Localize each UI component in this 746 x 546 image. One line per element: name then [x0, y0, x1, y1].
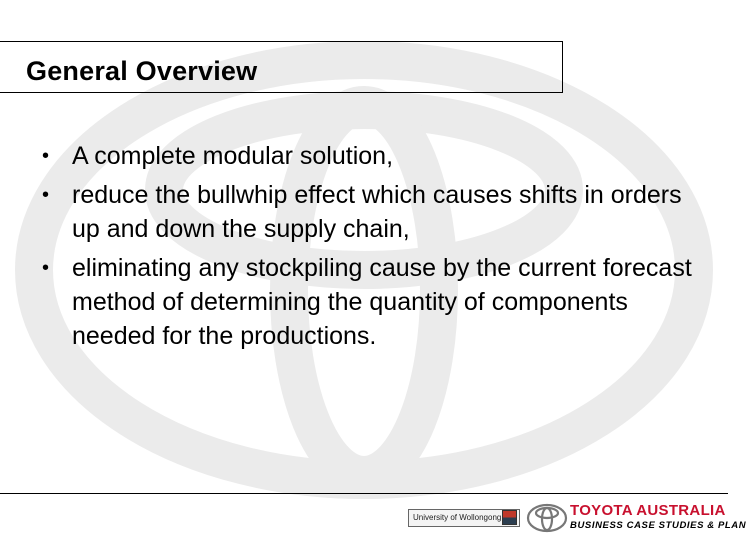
bullet-marker: • [42, 257, 50, 279]
footer-branding [408, 500, 746, 540]
footer-divider [0, 493, 728, 494]
university-label: University of Wollongong [413, 513, 502, 522]
bullet-item [42, 139, 692, 173]
bullet-item [42, 178, 692, 246]
bullet-marker: • [42, 145, 50, 167]
bullet-text: reduce the bullwhip effect which causes shifts in orders up and down the supply chain, [72, 181, 682, 243]
university-crest-icon [502, 510, 517, 525]
bullet-text: A complete modular solution, [72, 142, 394, 170]
slide-title: General Overview [26, 56, 258, 86]
brand-subtitle: BUSINESS CASE STUDIES & PLAN [570, 520, 746, 531]
bullet-item [42, 251, 692, 353]
toyota-emblem-icon [526, 502, 568, 534]
brand-block [570, 502, 746, 532]
bullet-marker: • [42, 184, 50, 206]
brand-name: TOYOTA AUSTRALIA [570, 502, 726, 519]
bullet-list [42, 139, 692, 358]
bullet-text: eliminating any stockpiling cause by the current forecast method of determining the quantity of components needed for the productions. [72, 254, 692, 350]
